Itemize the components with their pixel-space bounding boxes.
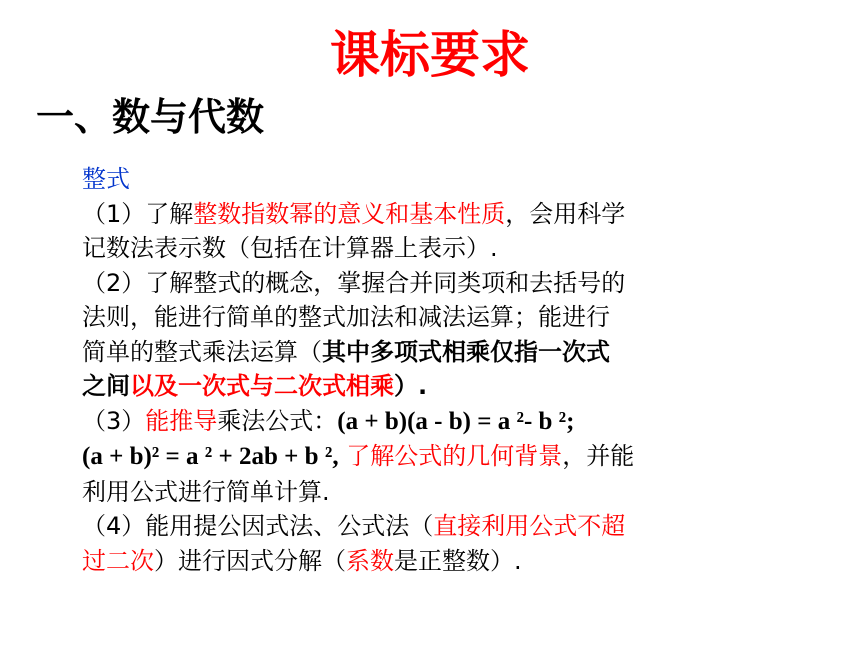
text-line-9: 利用公式进行简单计算. (82, 477, 330, 506)
emphasis-text: 过二次 (82, 546, 154, 575)
emphasis-text: 直接利用公式不超 (433, 512, 626, 540)
emphasis-text: 能推导 (145, 406, 218, 435)
text-span: （4）能用提公因式法、公式法（ (82, 512, 434, 540)
text-line-1 (82, 197, 742, 232)
text-line-3: （2）了解整式的概念，掌握合并同类项和去括号的 (82, 268, 626, 297)
text-span: 是正整数）. (394, 546, 522, 575)
text-line-6 (82, 369, 742, 404)
text-line-4: 法则，能进行简单的整式加法和减法运算；能进行 (82, 303, 610, 331)
formula-difference-of-squares: (a + b)(a - b) = a ²- b ²; (337, 407, 575, 435)
text-span: ，并能 (562, 442, 635, 470)
section-heading: 一、数与代数 (36, 95, 265, 139)
text-line-10 (82, 509, 742, 544)
emphasis-text: 以及一次式与二次式相乘 (130, 372, 394, 400)
text-line-2: 记数法表示数（包括在计算器上表示）. (82, 234, 498, 262)
text-span: ）. (394, 372, 428, 400)
formula-square-of-sum: (a + b)² = a ² + 2ab + b ², (82, 443, 339, 470)
bold-text: 其中多项式相乘仅指一次式 (322, 337, 610, 366)
text-span: （3） (82, 406, 146, 435)
content-body (82, 162, 742, 578)
emphasis-text: 了解公式的几何背景 (346, 442, 563, 470)
bold-text: 之间 (82, 372, 130, 400)
slide-title: 课标要求 (330, 26, 530, 84)
text-line-11 (82, 544, 742, 579)
text-line-7 (82, 404, 742, 440)
emphasis-text: 系数 (346, 546, 394, 575)
subsection-heading: 整式 (82, 165, 130, 193)
text-span: ，会用科学 (505, 199, 626, 228)
text-span: 简单的整式乘法运算（ (82, 337, 322, 366)
text-line-8 (82, 439, 742, 475)
text-span: ）进行因式分解（ (154, 546, 346, 575)
text-span: （1）了解 (82, 199, 194, 228)
text-span: 乘法公式： (217, 406, 338, 435)
text-line-5 (82, 335, 742, 370)
emphasis-text: 整数指数幂的意义和基本性质 (193, 199, 506, 228)
